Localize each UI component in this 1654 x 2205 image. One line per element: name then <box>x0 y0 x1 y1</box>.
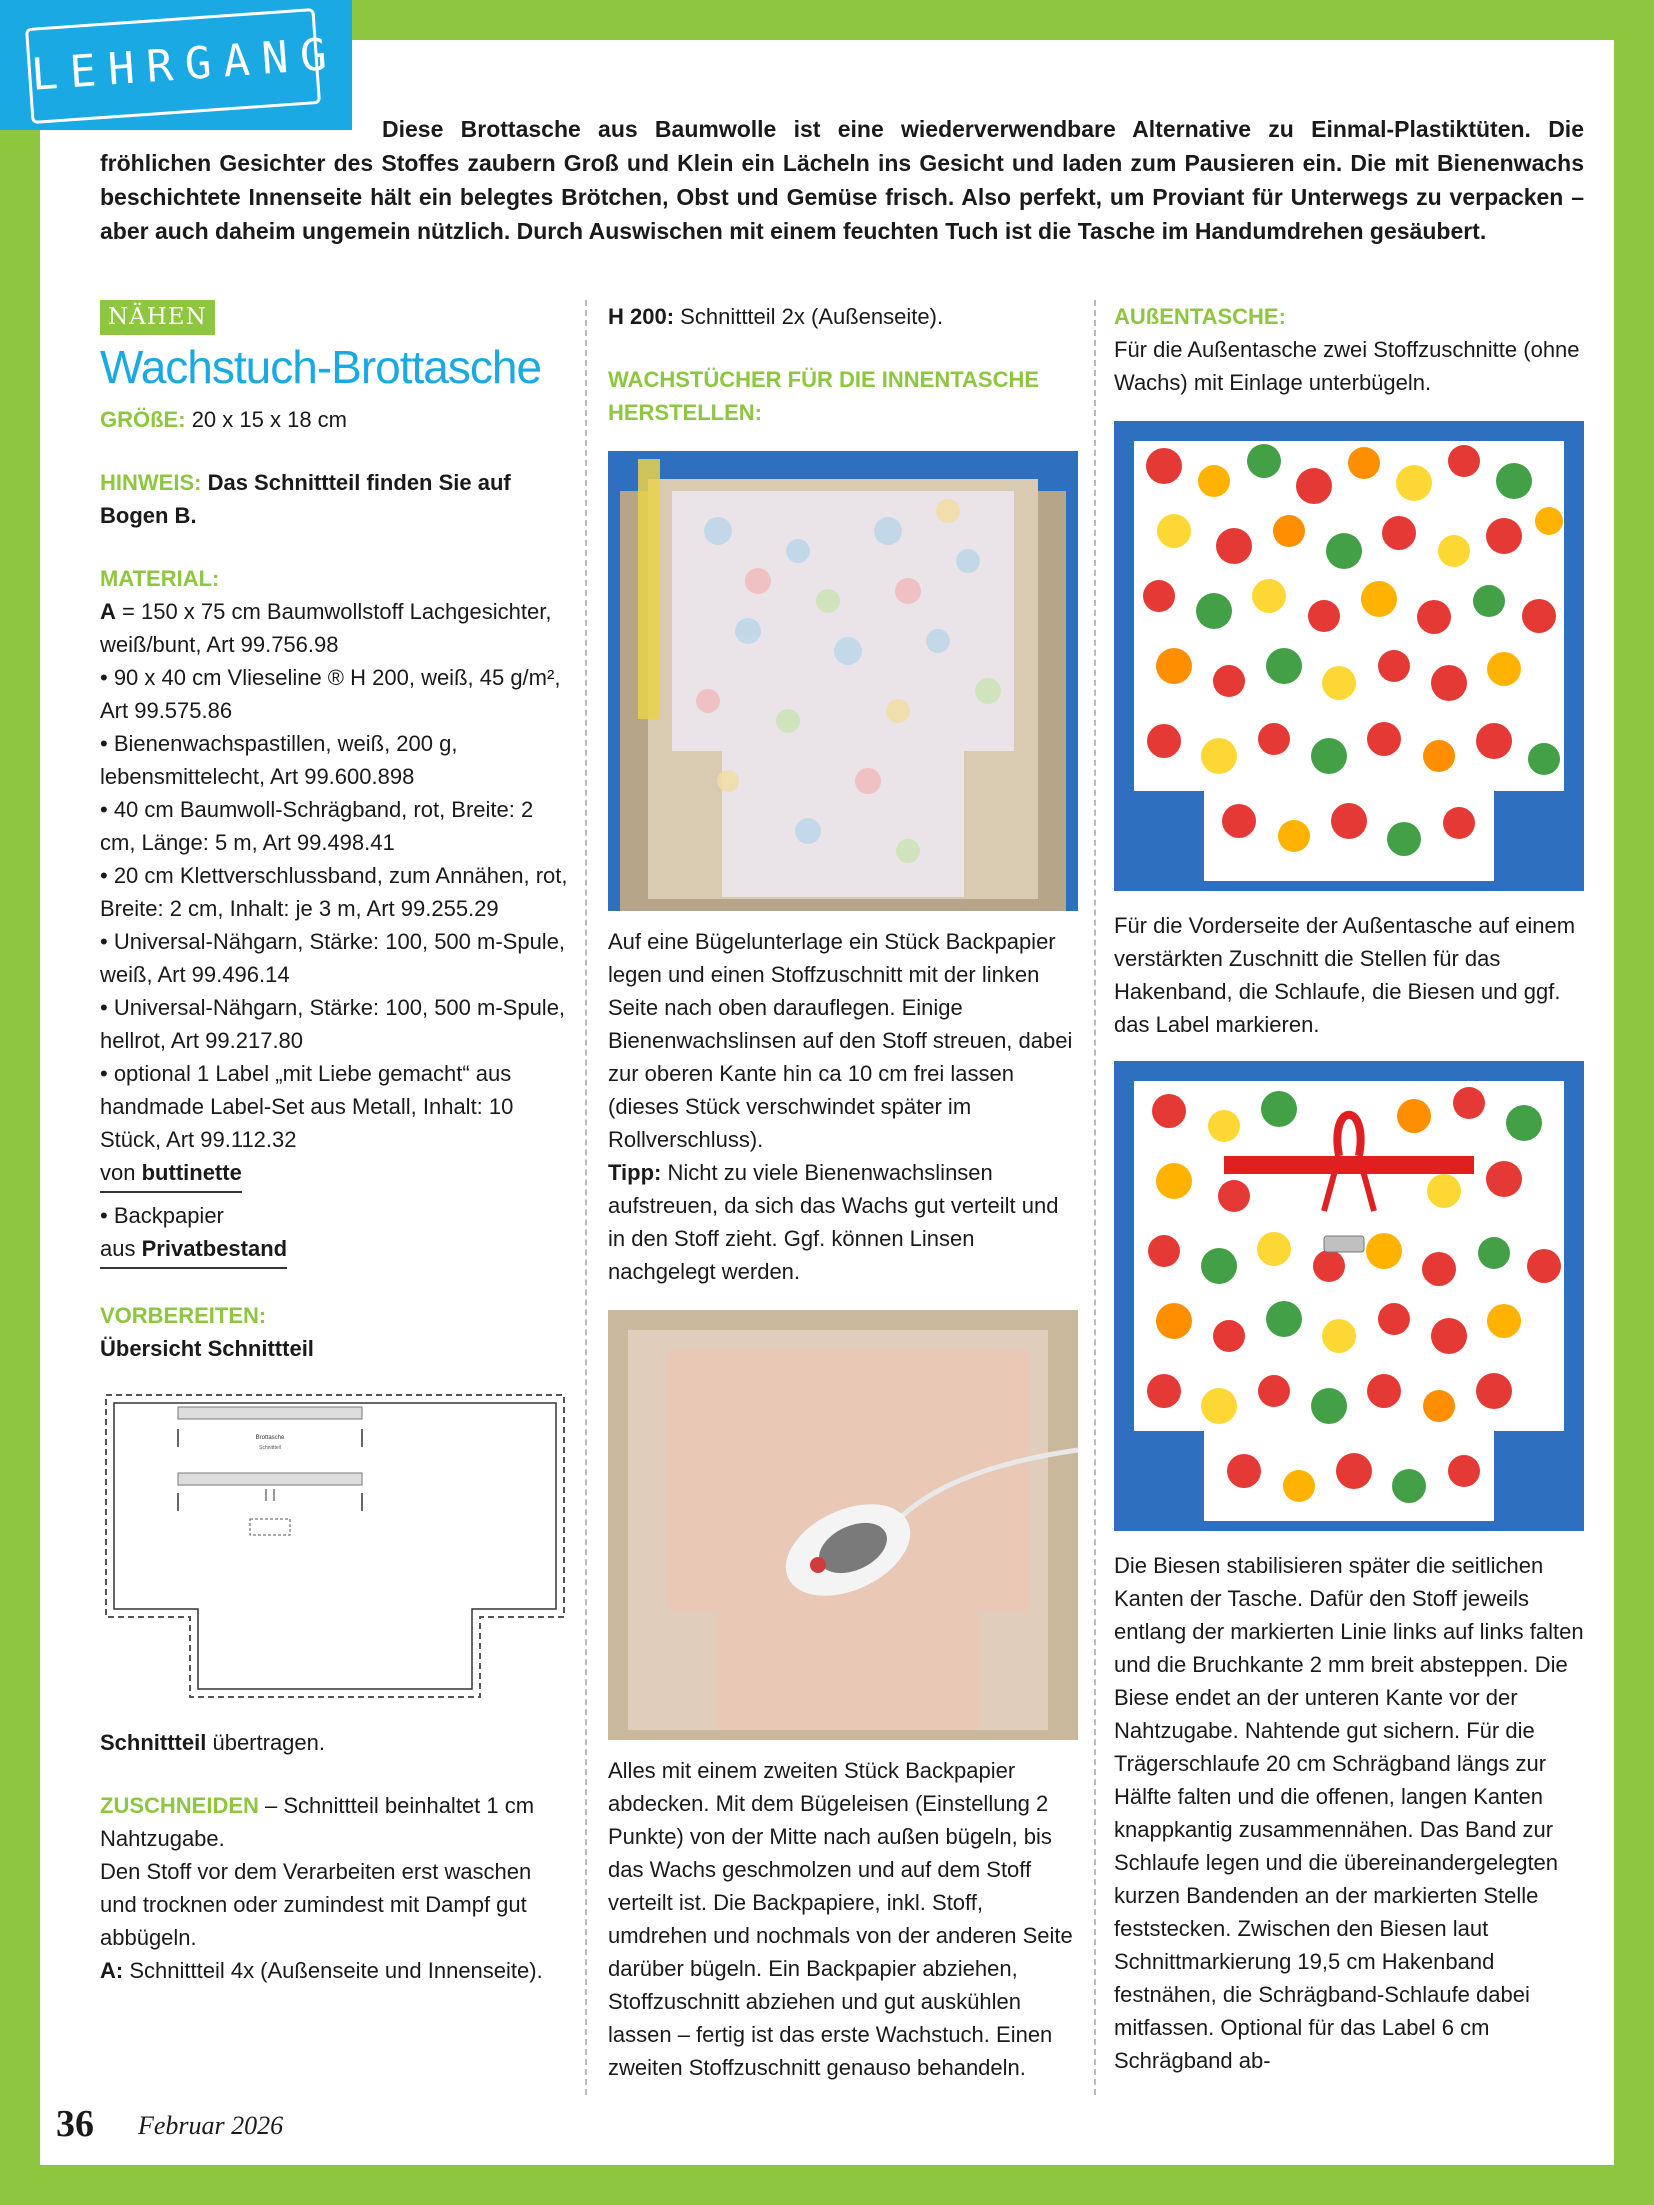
section-banner <box>0 0 352 130</box>
h200-line <box>608 300 1078 333</box>
cut-text: – Schnittteil beinhaltet 1 cm Nahtzugabe. <box>100 1793 535 1851</box>
hint-text: Das Schnittteil finden Sie auf Bogen B. <box>100 470 511 528</box>
extra-source-line <box>100 1232 570 1269</box>
photo-smiley-fabric <box>1114 421 1584 891</box>
prepare-label: VORBEREITEN: <box>100 1303 267 1328</box>
h200-label: H 200: <box>608 304 675 329</box>
size-line <box>100 403 570 436</box>
category-tag: NÄHEN <box>100 300 215 335</box>
intro-text: Diese Brottasche aus Baumwolle ist eine wiederverwendbare Alternative zu Einmal-Plastiktüten. Die fröhlichen Gesichter des Stoffes zaubern Groß und Klein ein Lächeln ins Gesicht und laden zum Pausieren ein. Die mit Bienenwachs beschichtete Innenseite hält ein belegtes Brötchen, Obst und Gemüse frisch. Also perfekt, um Proviant für Unterwegs zu verpacken – aber auch daheim ungemein nützlich. Durch Auswischen mit einem feuchten Tuch ist die Tasche im Handumdrehen gesäubert. <box>100 116 1584 244</box>
cut-a-line <box>100 1954 570 1987</box>
transfer-rest: übertragen. <box>212 1730 325 1755</box>
material-a-label: A <box>100 599 116 624</box>
column-divider-1 <box>585 300 587 2095</box>
tip-line <box>608 1156 1078 1288</box>
photo-wax-pellets <box>608 451 1078 911</box>
frame-bottom <box>0 2165 1654 2205</box>
material-item: • optional 1 Label „mit Liebe gemacht“ aus handmade Label-Set aus Metall, Inhalt: 10 Stück, Art 99.112.32 <box>100 1061 514 1152</box>
photo-ironing <box>608 1310 1078 1740</box>
size-value: 20 x 15 x 18 cm <box>191 407 347 432</box>
cut-line <box>100 1789 570 1855</box>
material-item: • Universal-Nähgarn, Stärke: 100, 500 m-Spule, hellrot, Art 99.217.80 <box>100 995 566 1053</box>
issue-date: Februar 2026 <box>138 2111 284 2140</box>
supplier-prefix: von <box>100 1160 136 1185</box>
hint-line <box>100 466 570 532</box>
outer-pocket-heading: AUßENTASCHE: <box>1114 304 1286 329</box>
article-title: Wachstuch-Brottasche <box>100 341 542 393</box>
section-label: LEHRGANG <box>25 8 321 124</box>
pattern-label-main: Brottasche <box>255 1435 285 1441</box>
extra-source: Privatbestand <box>141 1236 288 1261</box>
column-middle <box>608 300 1078 2084</box>
prepare-sub: Übersicht Schnittteil <box>100 1336 314 1361</box>
material-item: = 150 x 75 cm Baumwollstoff Lachgesichter, weiß/bunt, Art 99.756.98 <box>100 599 552 657</box>
transfer-line <box>100 1726 570 1759</box>
column-right <box>1114 300 1588 2077</box>
outer-pocket-para-3: Die Biesen stabilisieren später die seitlichen Kanten der Tasche. Dafür den Stoff jeweils entlang der markierten Linie links auf links falten und die Bruchkante 2 mm breit absteppen. Die Biese endet an der unteren Kante vor der Nahtzugabe. Nahtende gut sichern. Für die Trägerschlaufe 20 cm Schrägband längs zur Hälfte falten und die offenen, langen Kanten knappkantig zusammennähen. Das Band zur Schlaufe legen und die übereinandergelegten kurzen Bandenden an der markierten Stelle feststecken. Zwischen den Biesen laut Schnittmarkierung 19,5 cm Hakenband festnähen, die Schrägband-Schlaufe dabei mitfassen. Optional für das Label 6 cm Schrägband ab- <box>1114 1553 1584 2073</box>
material-item: • 40 cm Baumwoll-Schrägband, rot, Breite: 2 cm, Länge: 5 m, Art 99.498.41 <box>100 797 534 855</box>
pattern-label-sub: Schnittteil <box>259 1445 281 1451</box>
transfer-bold: Schnittteil <box>100 1730 207 1755</box>
h200-text: Schnittteil 2x (Außenseite). <box>680 304 944 329</box>
photo-marked-fabric <box>1114 1061 1584 1531</box>
pattern-strip-top <box>178 1407 362 1419</box>
hook-tape <box>1224 1156 1474 1174</box>
cut-para: Den Stoff vor dem Verarbeiten erst waschen und trocknen oder zumindest mit Dampf gut abbügeln. <box>100 1859 532 1950</box>
material-item-a <box>100 595 570 661</box>
column-divider-2 <box>1094 300 1096 2095</box>
inner-bag-para-2: Alles mit einem zweiten Stück Backpapier abdecken. Mit dem Bügeleisen (Einstellung 2 Punkte) von der Mitte nach außen bügeln, bis das Wachs geschmolzen und auf dem Stoff verteilt ist. Die Backpapiere, inkl. Stoff, umdrehen und nochmals von der anderen Seite darüber bügeln. Ein Backpapier abziehen, Stoffzuschnitt abziehen und gut auskühlen lassen – fertig ist das erste Wachstuch. Einen zweiten Stoffzuschnitt genauso behandeln. <box>608 1758 1073 2080</box>
material-item: • Universal-Nähgarn, Stärke: 100, 500 m-Spule, weiß, Art 99.496.14 <box>100 929 566 987</box>
outer-pocket-para-2: Für die Vorderseite der Außentasche auf einem verstärkten Zuschnitt die Stellen für das Hakenband, die Schlaufe, die Biesen und ggf. das Label markieren. <box>1114 913 1576 1037</box>
material-label: MATERIAL: <box>100 566 220 591</box>
frame-right <box>1614 0 1654 2205</box>
label-tag <box>1324 1236 1364 1252</box>
supplier-line <box>100 1156 570 1193</box>
material-item: • 90 x 40 cm Vlieseline ® H 200, weiß, 45 g/m², Art 99.575.86 <box>100 665 561 723</box>
column-left <box>100 300 570 1987</box>
frame-left <box>0 0 40 2205</box>
cut-a-label: A: <box>100 1958 124 1983</box>
pattern-strip-middle <box>178 1473 362 1485</box>
tip-label: Tipp: <box>608 1160 662 1185</box>
extra-prefix: aus <box>100 1236 136 1261</box>
material-item: • Bienenwachspastillen, weiß, 200 g, lebensmittelecht, Art 99.600.898 <box>100 731 458 789</box>
supplier-name: buttinette <box>141 1160 242 1185</box>
size-label: GRÖßE: <box>100 407 186 432</box>
material-item: • 20 cm Klettverschlussband, zum Annähen, rot, Breite: 2 cm, Inhalt: je 3 m, Art 99.255.29 <box>100 863 568 921</box>
pattern-outline-inner <box>114 1403 556 1689</box>
inner-bag-para-1: Auf eine Bügelunterlage ein Stück Backpapier legen und einen Stoffzuschnitt mit der linken Seite nach oben darauflegen. Einige Bienenwachslinsen auf den Stoff streuen, dabei zur oberen Kante hin ca 10 cm frei lassen (dieses Stück verschwindet später im Rollverschluss). <box>608 929 1073 1152</box>
extra-item: • Backpapier <box>100 1203 224 1228</box>
cut-a-text: Schnittteil 4x (Außenseite und Innenseite). <box>129 1958 543 1983</box>
cut-label: ZUSCHNEIDEN <box>100 1793 259 1818</box>
hint-label: HINWEIS: <box>100 470 202 495</box>
pattern-overview <box>100 1377 570 1707</box>
page-number: 36 <box>56 2103 94 2145</box>
outer-pocket-para-1: Für die Außentasche zwei Stoffzuschnitte (ohne Wachs) mit Einlage unterbügeln. <box>1114 337 1580 395</box>
tip-text: Nicht zu viele Bienenwachslinsen aufstreuen, da sich das Wachs gut verteilt und in den Stoff zieht. Ggf. können Linsen nachgelegt werden. <box>608 1160 1059 1284</box>
inner-bag-heading: WACHSTÜCHER FÜR DIE INNENTASCHE HERSTELLEN: <box>608 367 1040 425</box>
